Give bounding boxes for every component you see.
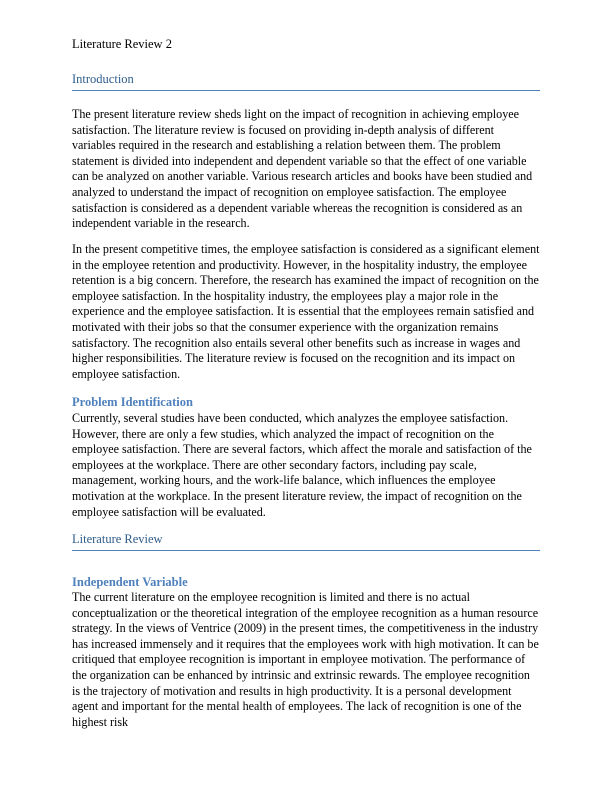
paragraph-introduction-1: The present literature review sheds light on the impact of recognition in achieving employee satisfaction. The literature review is focused on providing in-depth analysis of different variables required in the research and establishing a relation between them. The problem statement is divided into independent and dependent variable so that the effect of one variable can be analyzed on another variable. Various research articles and books have been studied and analyzed to understand the impact of recognition on employee satisfaction. The employee satisfaction is considered as a dependent variable whereas the recognition is considered as an independent variable in the research. bbox=[72, 107, 533, 231]
paragraph-introduction-2: In the present competitive times, the employee satisfaction is considered as a significant element in the employee retention and productivity. However, in the hospitality industry, the employee retention is a big concern. Therefore, the research has examined the impact of recognition on the employee satisfaction. In the hospitality industry, the employees play a major role in the experience and the employee satisfaction. It is essential that the employees remain satisfied and motivated with their jobs so that the consumer experience with the organization remains satisfactory. The recognition also entails several other benefits such as increase in wages and higher responsibilities. The literature review is focused on the recognition and its impact on employee satisfaction. bbox=[72, 242, 540, 381]
heading-introduction: Introduction bbox=[72, 72, 540, 91]
paragraph-independent-variable: The current literature on the employee recognition is limited and there is no actual conceptualization or the theoretical integration of the employee recognition as a human resource strategy. In the views of Ventrice (2009) in the present times, the competitiveness in the industry has increased immensely and it requires that the employees work with high motivation. It can be critiqued that employee recognition is important in employee motivation. The performance of the organization can be enhanced by intrinsic and extrinsic rewards. The employee recognition is the trajectory of motivation and results in high productivity. It is a personal development agent and important for the mental health of employees. The lack of recognition is one of the highest risk bbox=[72, 590, 539, 729]
running-header: Literature Review 2 bbox=[72, 37, 172, 51]
heading-literature-review: Literature Review bbox=[72, 532, 540, 551]
heading-independent-variable: Independent Variable bbox=[72, 575, 188, 589]
heading-problem-identification: Problem Identification bbox=[72, 395, 193, 409]
paragraph-problem-identification: Currently, several studies have been conducted, which analyzes the employee satisfaction. However, there are only a few studies, which analyzed the impact of recognition on the employee satisfaction. There are several factors, which affect the morale and satisfaction of the employees at the workplace. There are other secondary factors, including pay scale, management, working hours, and the work-life balance, which influences the employee motivation at the workplace. In the present literature review, the impact of recognition on the employee satisfaction will be evaluated. bbox=[72, 411, 532, 519]
